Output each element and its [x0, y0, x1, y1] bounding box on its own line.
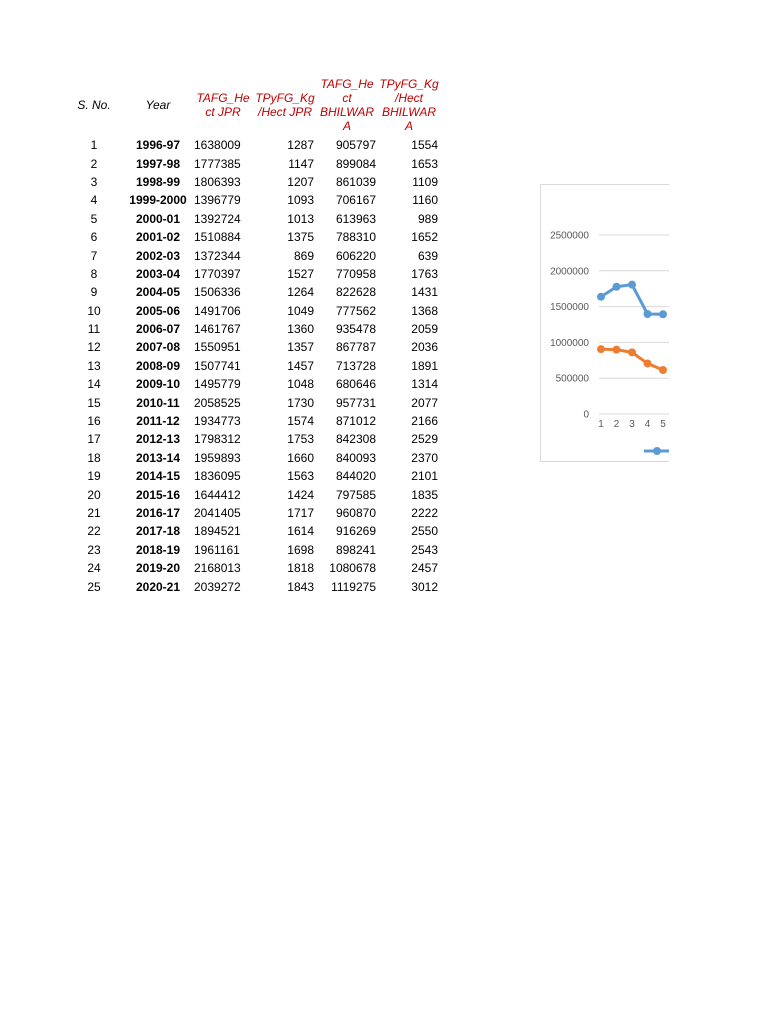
cell-sno[interactable]: 19	[87, 469, 101, 484]
cell-year[interactable]: 2005-06	[135, 303, 181, 318]
cell-tpyfg-jpr[interactable]: 1730	[287, 395, 314, 410]
cell-tafg-jpr[interactable]: 1798312	[194, 432, 241, 447]
cell-tpyfg-jpr[interactable]: 1375	[287, 230, 314, 245]
header-row	[64, 74, 440, 136]
cell-tafg-jpr[interactable]: 1495779	[194, 377, 241, 392]
cell-year[interactable]: 2002-03	[135, 248, 181, 263]
y-tick-label: 1000000	[550, 337, 589, 349]
cell-tpyfg-bhilwara[interactable]: 1554	[411, 138, 438, 153]
x-tick-label: 2	[613, 419, 620, 430]
cell-sno[interactable]: 10	[87, 303, 101, 318]
cell-tafg-jpr[interactable]: 1777385	[194, 156, 241, 171]
y-tick-label: 2500000	[550, 230, 589, 242]
cell-year[interactable]: 2013-14	[135, 450, 181, 465]
cell-tpyfg-jpr[interactable]: 1264	[287, 285, 314, 300]
cell-year[interactable]: 1998-99	[135, 174, 181, 189]
table-body	[64, 136, 440, 596]
header-sno[interactable]: S. No.	[77, 98, 111, 112]
cell-sno[interactable]: 20	[87, 487, 101, 502]
cell-sno[interactable]: 25	[87, 579, 101, 594]
header-tafg-jpr-line2: ct JPR	[205, 105, 241, 119]
x-tick-label: 5	[660, 419, 666, 430]
cell-tafg-jpr[interactable]: 1770397	[194, 266, 241, 281]
cell-year[interactable]: 2018-19	[135, 542, 181, 557]
cell-tafg-jpr[interactable]: 1392724	[194, 211, 241, 226]
cell-tpyfg-jpr[interactable]: 1698	[287, 542, 314, 557]
cell-tpyfg-bhilwara[interactable]: 1891	[411, 358, 438, 373]
cell-year[interactable]: 2009-10	[135, 377, 181, 392]
header-tafg-bhl-line3: BHILWAR	[319, 105, 374, 119]
cell-year[interactable]: 2020-21	[135, 579, 181, 594]
cell-sno[interactable]: 1	[90, 138, 98, 153]
header-tpyfg-jpr-line2: /Hect JPR	[257, 105, 312, 119]
cell-tpyfg-bhilwara[interactable]: 2550	[411, 524, 438, 539]
header-tpyfg-bhl-line1: TPyFG_Kg	[379, 77, 439, 91]
table-row	[64, 577, 440, 595]
cell-tpyfg-jpr[interactable]: 1287	[287, 138, 314, 153]
cell-tpyfg-bhilwara[interactable]: 1763	[411, 266, 438, 281]
table-row	[64, 283, 440, 301]
cell-tafg-bhilwara[interactable]: 916269	[335, 524, 376, 539]
series-1-point	[628, 281, 636, 289]
cell-tpyfg-bhilwara[interactable]: 2059	[411, 322, 438, 337]
cell-sno[interactable]: 18	[87, 450, 101, 465]
cell-sno[interactable]: 3	[90, 174, 98, 189]
cell-tafg-jpr[interactable]: 1894521	[194, 524, 241, 539]
cell-sno[interactable]: 22	[87, 524, 101, 539]
table-row	[64, 191, 440, 209]
table-row	[64, 210, 440, 228]
table-row	[64, 412, 440, 430]
cell-year[interactable]: 2016-17	[135, 506, 181, 520]
cell-year[interactable]: 2001-02	[135, 230, 181, 245]
table-row	[64, 338, 440, 356]
table-row	[64, 522, 440, 540]
series-1-point	[659, 310, 667, 318]
cell-sno[interactable]: 15	[87, 395, 101, 410]
cell-sno[interactable]: 7	[90, 248, 98, 263]
cell-sno[interactable]: 11	[87, 322, 101, 337]
cell-tafg-jpr[interactable]: 1507741	[194, 358, 241, 373]
cell-sno[interactable]: 13	[87, 358, 101, 373]
cell-tafg-bhilwara[interactable]: 844020	[335, 469, 376, 484]
table-row	[64, 265, 440, 283]
table-row	[64, 246, 440, 264]
table-row	[64, 320, 440, 338]
header-tpyfg-bhl-line3: BHILWAR	[381, 105, 436, 119]
cell-tpyfg-jpr[interactable]: 1093	[287, 193, 314, 208]
table-row	[64, 302, 440, 320]
cell-tafg-jpr[interactable]: 1644412	[194, 487, 241, 502]
cell-sno[interactable]: 16	[87, 414, 101, 429]
cell-tafg-jpr[interactable]: 1372344	[194, 248, 241, 263]
cell-tpyfg-bhilwara[interactable]: 2077	[411, 395, 438, 410]
cell-sno[interactable]: 21	[87, 506, 101, 520]
table-row	[64, 430, 440, 448]
cell-tafg-jpr[interactable]: 1396779	[194, 193, 241, 208]
cell-sno[interactable]: 24	[87, 561, 101, 576]
table-row	[64, 449, 440, 467]
cell-tafg-jpr[interactable]: 1934773	[194, 414, 241, 429]
cell-tpyfg-bhilwara[interactable]: 1368	[411, 303, 438, 318]
cell-tpyfg-jpr[interactable]: 1357	[287, 340, 314, 355]
cell-tpyfg-bhilwara[interactable]: 1431	[411, 285, 438, 300]
x-tick-label: 3	[629, 419, 635, 430]
cell-tafg-jpr[interactable]: 1959893	[194, 450, 241, 465]
table-row	[64, 173, 440, 191]
cell-tpyfg-jpr[interactable]: 1717	[287, 506, 314, 520]
y-tick-label: 1500000	[550, 302, 589, 314]
cell-tpyfg-jpr[interactable]: 1207	[287, 174, 314, 189]
cell-sno[interactable]: 9	[90, 285, 98, 300]
cell-tpyfg-bhilwara[interactable]: 1653	[411, 156, 438, 171]
cell-tafg-bhilwara[interactable]: 822628	[335, 285, 376, 300]
cell-tafg-jpr[interactable]: 1491706	[194, 303, 241, 318]
series-1-point	[597, 293, 605, 301]
cell-tpyfg-jpr[interactable]: 1753	[287, 432, 314, 447]
cell-tafg-bhilwara[interactable]: 935478	[335, 322, 376, 337]
cell-tafg-jpr[interactable]: 1836095	[194, 469, 241, 484]
x-tick-label: 1	[598, 419, 604, 430]
cell-year[interactable]: 2012-13	[135, 432, 181, 447]
cell-tpyfg-jpr[interactable]: 1843	[287, 579, 314, 594]
cell-tpyfg-jpr[interactable]: 1049	[287, 303, 314, 318]
cell-tpyfg-jpr[interactable]: 1660	[287, 450, 314, 465]
line-chart[interactable]	[540, 184, 669, 462]
table-row	[64, 393, 440, 411]
cell-tafg-jpr[interactable]: 1550951	[194, 340, 241, 355]
cell-sno[interactable]: 17	[87, 432, 101, 447]
cell-tpyfg-bhilwara[interactable]: 1835	[411, 487, 438, 502]
cell-year[interactable]: 2010-11	[136, 395, 180, 410]
cell-tafg-jpr[interactable]: 2039272	[194, 579, 241, 594]
cell-tafg-bhilwara[interactable]: 1080678	[329, 561, 376, 576]
cell-tpyfg-jpr[interactable]: 1563	[287, 469, 314, 484]
cell-tpyfg-jpr[interactable]: 1013	[287, 211, 314, 226]
cell-year[interactable]: 2015-16	[135, 487, 181, 502]
cell-year[interactable]: 2014-15	[135, 469, 181, 484]
cell-sno[interactable]: 8	[90, 266, 98, 281]
cell-tafg-bhilwara[interactable]: 867787	[335, 340, 376, 355]
cell-tpyfg-bhilwara[interactable]: 1160	[412, 193, 438, 208]
cell-sno[interactable]: 2	[90, 156, 98, 171]
cell-sno[interactable]: 6	[90, 230, 98, 245]
cell-tafg-bhilwara[interactable]: 706167	[335, 193, 376, 208]
cell-year[interactable]: 2008-09	[135, 358, 181, 373]
cell-year[interactable]: 2004-05	[135, 285, 181, 300]
cell-year[interactable]: 2003-04	[135, 266, 181, 281]
cell-tafg-bhilwara[interactable]: 840093	[335, 450, 376, 465]
table-row	[64, 228, 440, 246]
cell-tpyfg-jpr[interactable]: 1457	[287, 358, 314, 373]
cell-tafg-bhilwara[interactable]: 606220	[335, 248, 376, 263]
cell-tpyfg-jpr[interactable]: 1574	[287, 414, 314, 429]
cell-tpyfg-bhilwara[interactable]: 2543	[411, 542, 438, 557]
series-2-point	[613, 346, 621, 354]
table-row	[64, 467, 440, 485]
cell-tpyfg-bhilwara[interactable]: 989	[417, 211, 438, 226]
cell-year[interactable]: 2000-01	[135, 211, 181, 226]
legend-marker-series-1	[653, 447, 661, 455]
cell-tpyfg-bhilwara[interactable]: 1652	[411, 230, 438, 245]
cell-tpyfg-bhilwara[interactable]: 3012	[411, 579, 438, 594]
cell-tpyfg-bhilwara[interactable]: 639	[417, 248, 438, 263]
cell-tafg-bhilwara[interactable]: 842308	[335, 432, 376, 447]
cell-sno[interactable]: 5	[90, 211, 98, 226]
cell-tafg-bhilwara[interactable]: 1119275	[331, 579, 376, 594]
header-tafg-jpr[interactable]	[192, 74, 254, 136]
cell-tpyfg-bhilwara[interactable]: 2166	[411, 414, 438, 429]
cell-tafg-bhilwara[interactable]: 680646	[335, 377, 376, 392]
header-tpyfg-jpr-line1: TPyFG_Kg	[255, 91, 315, 105]
cell-tafg-jpr[interactable]: 1510884	[194, 230, 241, 245]
cell-tpyfg-jpr[interactable]: 1527	[287, 266, 314, 281]
cell-tpyfg-jpr[interactable]: 869	[293, 248, 314, 263]
cell-tpyfg-jpr[interactable]: 1360	[287, 322, 314, 337]
table-row	[64, 375, 440, 393]
table-row	[64, 541, 440, 559]
table-row	[64, 136, 440, 154]
series-2-point	[597, 345, 605, 353]
cell-tafg-bhilwara[interactable]: 871012	[335, 414, 376, 429]
series-1-line	[601, 285, 663, 315]
cell-year[interactable]: 1996-97	[135, 138, 181, 153]
cell-tafg-bhilwara[interactable]: 898241	[335, 542, 376, 557]
cell-tafg-jpr[interactable]: 2041405	[194, 506, 241, 520]
cell-tpyfg-jpr[interactable]: 1147	[288, 156, 314, 171]
table-row	[64, 154, 440, 172]
cell-tafg-bhilwara[interactable]: 788310	[335, 230, 376, 245]
cell-tafg-bhilwara[interactable]: 899084	[335, 156, 376, 171]
series-2-point	[659, 366, 667, 374]
cell-tafg-jpr[interactable]: 1638009	[194, 138, 241, 153]
cell-tpyfg-jpr[interactable]: 1818	[287, 561, 314, 576]
cell-tpyfg-bhilwara[interactable]: 1109	[412, 174, 438, 189]
y-tick-label: 0	[583, 409, 589, 421]
header-tpyfg-bhilwara[interactable]	[378, 74, 440, 136]
cell-tafg-bhilwara[interactable]: 905797	[335, 138, 376, 153]
cell-tpyfg-bhilwara[interactable]: 2222	[411, 506, 438, 520]
y-tick-label: 2000000	[550, 266, 589, 278]
cell-tpyfg-bhilwara[interactable]: 2036	[411, 340, 438, 355]
cell-year[interactable]: 2006-07	[135, 322, 181, 337]
series-2-point	[644, 359, 652, 367]
cell-tpyfg-jpr[interactable]: 1614	[287, 524, 314, 539]
cell-tafg-bhilwara[interactable]: 960870	[335, 506, 376, 520]
chart-svg	[541, 185, 669, 461]
y-tick-label: 500000	[555, 373, 589, 385]
series-1-point	[613, 283, 621, 291]
header-tafg-jpr-line1: TAFG_He	[196, 91, 250, 105]
cell-year[interactable]: 1997-98	[135, 156, 181, 171]
cell-sno[interactable]: 12	[87, 340, 101, 355]
header-tpyfg-bhl-line4: A	[404, 119, 413, 133]
table-row	[64, 485, 440, 503]
cell-tpyfg-jpr[interactable]: 1048	[287, 377, 314, 392]
cell-tafg-bhilwara[interactable]: 861039	[335, 174, 376, 189]
series-1-point	[644, 310, 652, 318]
x-tick-label: 4	[644, 419, 651, 430]
cell-tpyfg-bhilwara[interactable]: 2457	[411, 561, 438, 576]
cell-year[interactable]: 2019-20	[135, 561, 181, 576]
cell-year[interactable]: 2017-18	[135, 524, 181, 539]
header-tafg-bhl-line1: TAFG_He	[320, 77, 374, 91]
table-row	[64, 559, 440, 577]
cell-year[interactable]: 1999-2000	[129, 193, 187, 208]
cell-tafg-jpr[interactable]: 1461767	[194, 322, 241, 337]
cell-year[interactable]: 2011-12	[136, 414, 180, 429]
cell-tafg-jpr[interactable]: 2058525	[194, 395, 241, 410]
cell-tafg-jpr[interactable]: 1961161	[194, 542, 240, 557]
cell-tafg-bhilwara[interactable]: 777562	[335, 303, 376, 318]
series-2-point	[628, 348, 636, 356]
header-tafg-bhilwara[interactable]	[316, 74, 378, 136]
header-tpyfg-jpr[interactable]	[254, 74, 316, 136]
table-row	[64, 504, 440, 522]
cell-sno[interactable]: 23	[87, 542, 101, 557]
cell-tafg-jpr[interactable]: 2168013	[194, 561, 241, 576]
cell-sno[interactable]: 4	[90, 193, 98, 208]
cell-tafg-jpr[interactable]: 1806393	[194, 174, 241, 189]
cell-tpyfg-bhilwara[interactable]: 2529	[411, 432, 438, 447]
cell-sno[interactable]: 14	[87, 377, 101, 392]
cell-tpyfg-bhilwara[interactable]: 2370	[411, 450, 438, 465]
header-tafg-bhl-line4: A	[342, 119, 351, 133]
header-tpyfg-bhl-line2: /Hect	[394, 91, 423, 105]
cell-tpyfg-bhilwara[interactable]: 1314	[411, 377, 438, 392]
header-year[interactable]: Year	[145, 98, 171, 112]
cell-tpyfg-bhilwara[interactable]: 2101	[411, 469, 438, 484]
cell-year[interactable]: 2007-08	[135, 340, 181, 355]
cell-tafg-bhilwara[interactable]: 770958	[335, 266, 376, 281]
cell-tafg-bhilwara[interactable]: 957731	[335, 395, 376, 410]
cell-tpyfg-jpr[interactable]: 1424	[287, 487, 314, 502]
cell-tafg-jpr[interactable]: 1506336	[194, 285, 241, 300]
data-table	[64, 74, 440, 596]
cell-tafg-bhilwara[interactable]: 797585	[335, 487, 376, 502]
cell-tafg-bhilwara[interactable]: 613963	[335, 211, 376, 226]
header-tafg-bhl-line2: ct	[342, 91, 352, 105]
cell-tafg-bhilwara[interactable]: 713728	[335, 358, 376, 373]
table-row	[64, 357, 440, 375]
